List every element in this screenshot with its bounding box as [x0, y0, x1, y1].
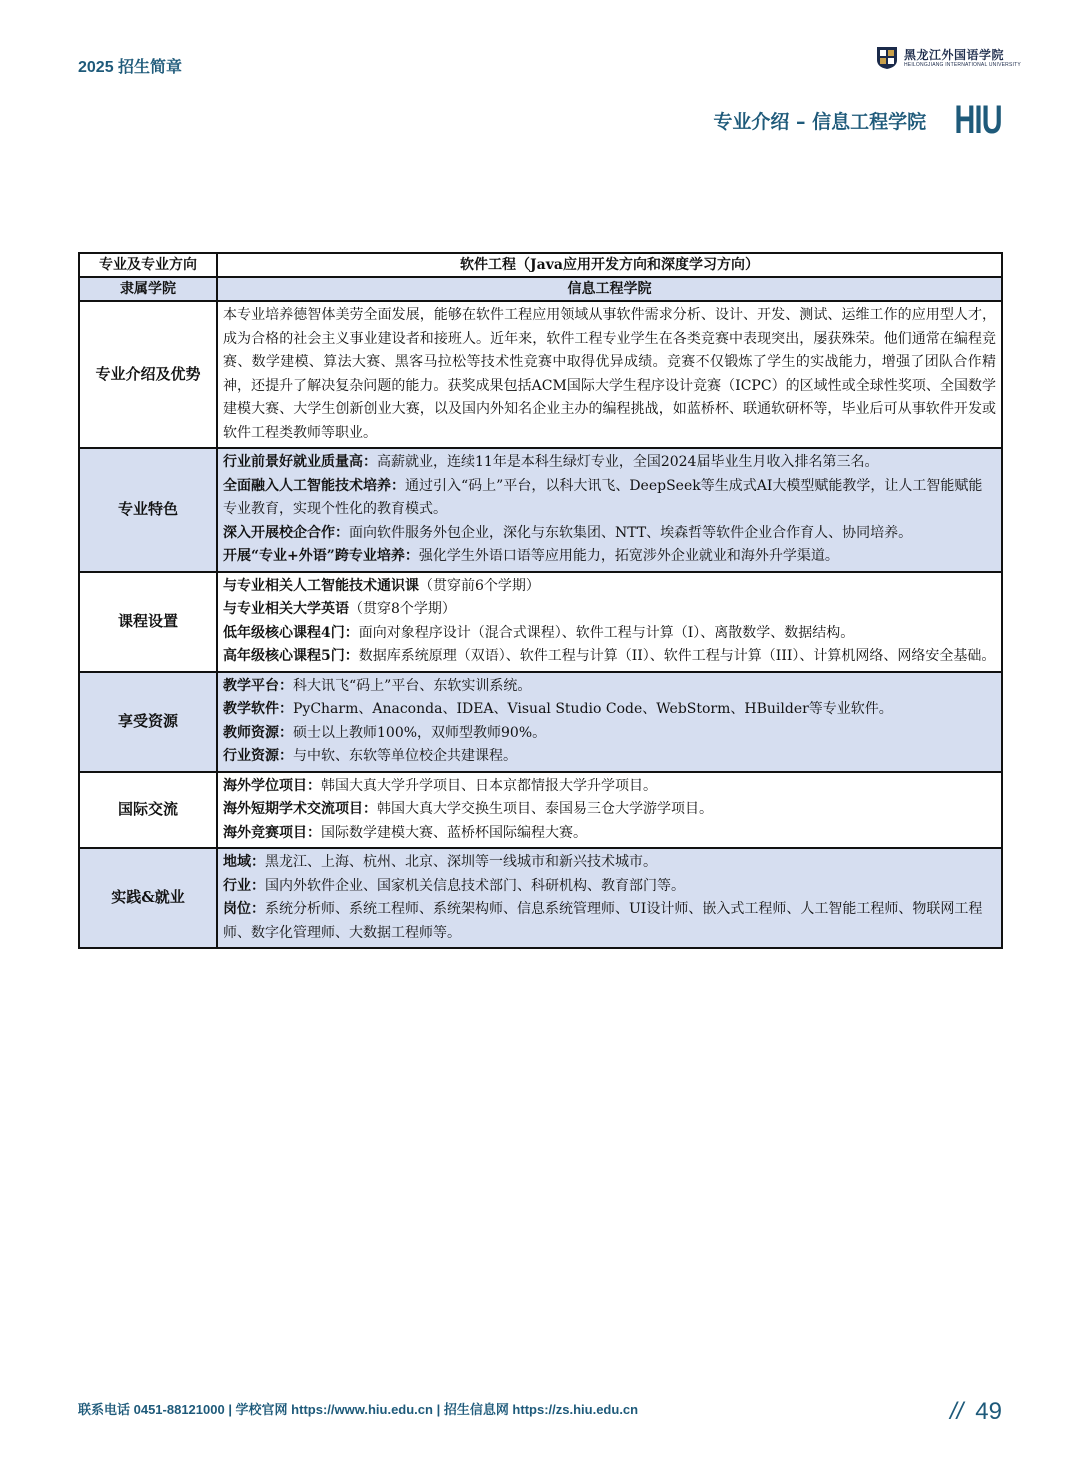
list-item: 地域：黑龙江、上海、杭州、北京、深圳等一线城市和新兴技术城市。: [223, 854, 657, 870]
curriculum-content: [217, 572, 1002, 672]
page-number-block: [950, 1398, 1002, 1426]
hiu-mark: HIU: [954, 98, 1002, 142]
list-item: 深入开展校企合作：面向软件服务外包企业，深化与东软集团、NTT、埃森哲等软件企业合作育人、协同培养。: [223, 524, 913, 541]
list-item: 开展“专业+外语”跨专业培养：强化学生外语口语等应用能力，拓宽涉外企业就业和海外升学渠道。: [223, 548, 839, 564]
school-logo: [876, 46, 1021, 70]
list-item: 海外短期学术交流项目：韩国大真大学交换生项目、泰国易三仓大学游学项目。: [223, 801, 713, 817]
list-item: 高年级核心课程5门：数据库系统原理（双语）、软件工程与计算（II）、软件工程与计算（III）、计算机网络、网络安全基础。: [223, 648, 996, 664]
brochure-title: 2025 招生简章: [78, 59, 183, 76]
list-item: 与专业相关人工智能技术通识课（贯穿前6个学期）: [223, 577, 540, 594]
list-item: 教师资源：硕士以上教师100%，双师型教师90%。: [223, 724, 547, 741]
section-title: 专业介绍 – 信息工程学院: [713, 110, 927, 133]
exchange-label: 国际交流: [79, 772, 217, 849]
college-label: 隶属学院: [79, 277, 217, 301]
table-row-features: [79, 448, 1002, 572]
intro-label: 专业介绍及优势: [79, 301, 217, 448]
section-header: [713, 98, 1002, 142]
major-info-table: [78, 252, 1003, 949]
resources-label: 享受资源: [79, 672, 217, 772]
list-item: 低年级核心课程4门：面向对象程序设计（混合式课程）、软件工程与计算（I）、离散数学、数据结构。: [223, 624, 855, 641]
table-row-major: [79, 253, 1002, 277]
school-name-en: HEILONGJIANG INTERNATIONAL UNIVERSITY: [904, 61, 1021, 68]
list-item: 与专业相关大学英语（贯穿8个学期）: [223, 601, 456, 617]
page-slashes: //: [949, 1398, 964, 1425]
list-item: 教学平台：科大讯飞“码上”平台、东软实训系统。: [223, 677, 532, 694]
list-item: 海外竞赛项目：国际数学建模大赛、蓝桥杯国际编程大赛。: [223, 824, 587, 841]
intro-text: 本专业培养德智体美劳全面发展，能够在软件工程应用领域从事软件需求分析、设计、开发、测试、运维工作的应用型人才，成为合格的社会主义事业建设者和接班人。近年来，软件工程专业学生在各类竞赛中表现突出，屡获殊荣。他们通常在编程竞赛、数学建模、算法大赛、黑客马拉松等技术性竞赛中取得优异成绩。竞赛不仅锻炼了学生的实战能力，增强了团队合作精神，还提升了解决复杂问题的能力。获奖成果包括ACM国际大学生程序设计竞赛（ICPC）的区域性或全球性奖项、全国数学建模大赛、大学生创新创业大赛，以及国内外知名企业主办的编程挑战，如蓝桥杯、联通软研杯等，毕业后可从事软件开发或软件工程类教师等职业。: [217, 301, 1002, 448]
page-number: 49: [975, 1398, 1002, 1425]
career-label: 实践&就业: [79, 848, 217, 948]
major-label: 专业及专业方向: [79, 253, 217, 277]
list-item: 行业：国内外软件企业、国家机关信息技术部门、科研机构、教育部门等。: [223, 877, 685, 894]
list-item: 行业前景好就业质量高：高薪就业，连续11年是本科生绿灯专业，全国2024届毕业生月收入排名第三名。: [223, 454, 879, 470]
school-name-cn: 黑龙江外国语学院: [904, 47, 1005, 62]
footer-contact: 联系电话 0451-88121000 | 学校官网 https://www.hiu.edu.cn | 招生信息网 https://zs.hiu.edu.cn: [78, 1402, 639, 1417]
table-row-exchange: [79, 772, 1002, 849]
list-item: 岗位：系统分析师、系统工程师、系统架构师、信息系统管理师、UI设计师、嵌入式工程师、人工智能工程师、物联网工程师、数字化管理师、大数据工程师等。: [223, 901, 983, 941]
table-row-curriculum: [79, 572, 1002, 672]
features-label: 专业特色: [79, 448, 217, 572]
table-row-career: [79, 848, 1002, 948]
major-value: 软件工程（Java应用开发方向和深度学习方向）: [217, 253, 1002, 277]
table-row-resources: [79, 672, 1002, 772]
curriculum-label: 课程设置: [79, 572, 217, 672]
list-item: 行业资源：与中软、东软等单位校企共建课程。: [223, 748, 517, 764]
list-item: 海外学位项目：韩国大真大学升学项目、日本京都情报大学升学项目。: [223, 777, 657, 794]
list-item: 全面融入人工智能技术培养：通过引入“码上”平台，以科大讯飞、DeepSeek等生成式AI大模型赋能教学，让人工智能赋能专业教育，实现个性化的教育模式。: [223, 477, 983, 517]
resources-content: [217, 672, 1002, 772]
table-row-intro: [79, 301, 1002, 448]
list-item: 教学软件：PyCharm、Anaconda、IDEA、Visual Studio Code、WebStorm、HBuilder等专业软件。: [223, 701, 893, 717]
exchange-content: [217, 772, 1002, 849]
shield-icon: [876, 46, 898, 70]
career-content: [217, 848, 1002, 948]
college-value: 信息工程学院: [217, 277, 1002, 301]
table-row-college: [79, 277, 1002, 301]
features-content: [217, 448, 1002, 572]
